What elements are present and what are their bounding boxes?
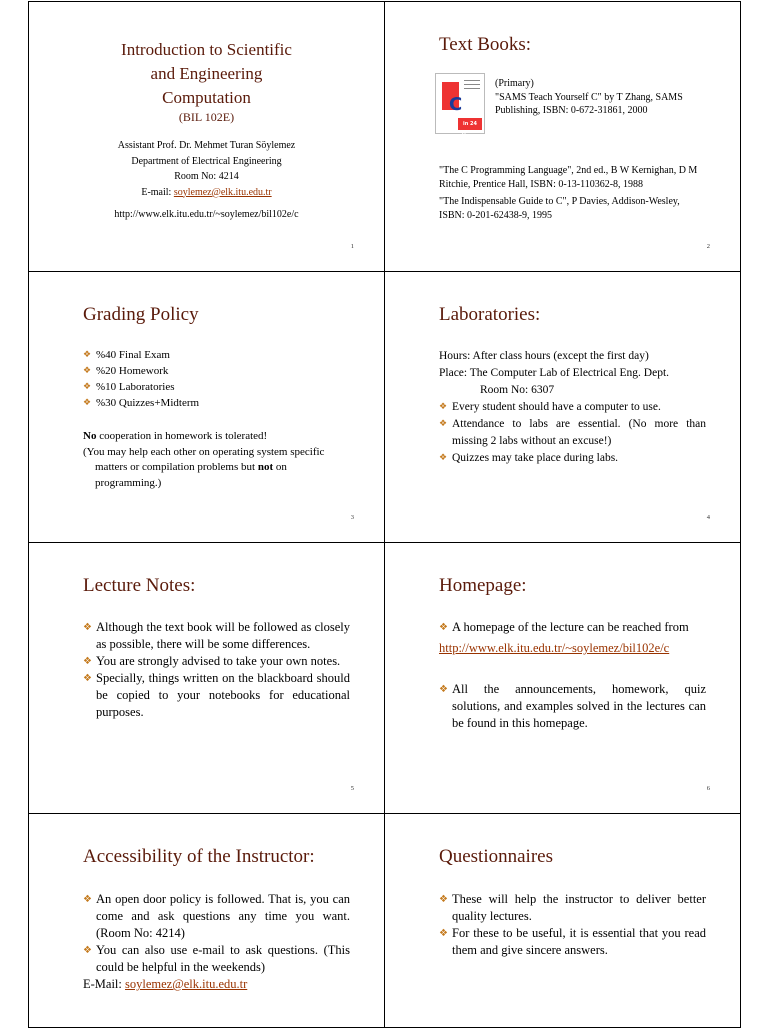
book-cover-image bbox=[435, 73, 485, 139]
book-cover-badge: in 24 Hours bbox=[458, 118, 482, 130]
diamond-bullet-icon: ❖ bbox=[439, 928, 448, 939]
slide-6 bbox=[384, 542, 741, 814]
list-item: ❖ These will help the instructor to deliver better quality lectures. bbox=[439, 892, 706, 923]
email-line: E-mail: soylemez@elk.itu.edu.tr bbox=[141, 186, 272, 198]
book-cover-letter: C bbox=[449, 94, 463, 115]
slide-2 bbox=[384, 1, 741, 272]
lab-place: Place: The Computer Lab of Electrical Eng. Dept. bbox=[439, 367, 670, 379]
homepage-list bbox=[439, 619, 706, 636]
slide-title: Questionnaires bbox=[439, 846, 553, 867]
primary-book: (Primary) "SAMS Teach Yourself C" by T Zhang, SAMS Publishing, ISBN: 0-672-31861, 2000 bbox=[495, 78, 683, 116]
page-number: 3 bbox=[350, 514, 354, 521]
list-item: ❖ You are strongly advised to take your own notes. bbox=[83, 654, 341, 668]
diamond-bullet-icon: ❖ bbox=[83, 945, 92, 956]
cooperation-note: No cooperation in homework is tolerated! (You may help each other on operating system specific matters or compilation problems but not on programming.) bbox=[83, 430, 325, 489]
list-item: ❖ Quizzes may take place during labs. bbox=[439, 450, 706, 467]
page-number: 2 bbox=[706, 243, 710, 250]
slide-title: Laboratories: bbox=[439, 304, 541, 325]
book-3: "The Indispensable Guide to C", P Davies, Addison-Wesley, ISBN: 0-201-62438-9, 1995 bbox=[439, 196, 680, 221]
email-line: E-Mail: soylemez@elk.itu.edu.tr bbox=[83, 977, 248, 991]
accessibility-list bbox=[83, 891, 350, 976]
list-item: ❖ Although the text book will be followed as closely as possible, there will be some differences. bbox=[83, 620, 350, 651]
list-item: ❖ %40 Final Exam bbox=[83, 349, 170, 361]
slide-title: Accessibility of the Instructor: bbox=[83, 846, 315, 867]
slide-title: Homepage: bbox=[439, 575, 527, 596]
email-link[interactable]: soylemez@elk.itu.edu.tr bbox=[125, 977, 248, 991]
slide-title: Lecture Notes: bbox=[83, 575, 196, 596]
diamond-bullet-icon: ❖ bbox=[83, 382, 92, 392]
list-item: ❖ A homepage of the lecture can be reached from bbox=[439, 620, 689, 634]
diamond-bullet-icon: ❖ bbox=[439, 622, 448, 633]
list-item: ❖ All the announcements, homework, quiz solutions, and examples solved in the lectures can be found in this homepage. bbox=[439, 682, 706, 730]
list-item: ❖ An open door policy is followed. That is, you can come and ask questions any time you want. (Room No: 4214) bbox=[83, 892, 350, 940]
diamond-bullet-icon: ❖ bbox=[439, 453, 448, 463]
diamond-bullet-icon: ❖ bbox=[83, 350, 92, 360]
slide-1 bbox=[28, 1, 385, 272]
instructor-name: Assistant Prof. Dr. Mehmet Turan Söylemez bbox=[117, 140, 296, 151]
room: Room No: 4214 bbox=[174, 171, 239, 182]
list-item: ❖ %20 Homework bbox=[83, 365, 169, 377]
diamond-bullet-icon: ❖ bbox=[439, 419, 448, 429]
diamond-bullet-icon: ❖ bbox=[439, 402, 448, 412]
diamond-bullet-icon: ❖ bbox=[83, 398, 92, 408]
course-url: http://www.elk.itu.edu.tr/~soylemez/bil102e/c bbox=[114, 209, 299, 220]
diamond-bullet-icon: ❖ bbox=[439, 684, 448, 695]
slide-5 bbox=[28, 542, 385, 814]
slide-title: Text Books: bbox=[439, 34, 532, 55]
slide-title: Introduction to Scientific and Engineering Computation (BIL 102E) bbox=[29, 38, 384, 125]
page-number: 1 bbox=[350, 243, 354, 250]
list-item: ❖ %10 Laboratories bbox=[83, 381, 175, 393]
diamond-bullet-icon: ❖ bbox=[83, 656, 92, 667]
slide-4 bbox=[384, 271, 741, 543]
book-2: "The C Programming Language", 2nd ed., B W Kernighan, D M Ritchie, Prentice Hall, ISBN: 0-13-110362-8, 1988 bbox=[439, 165, 698, 190]
list-item: ❖ Attendance to labs are essential. (No more than missing 2 labs without an excuse!) bbox=[439, 418, 706, 447]
page-number: 6 bbox=[706, 785, 710, 792]
list-item: ❖ Every student should have a computer to use. bbox=[439, 399, 706, 416]
homepage-link[interactable]: http://www.elk.itu.edu.tr/~soylemez/bil102e/c bbox=[439, 641, 670, 655]
diamond-bullet-icon: ❖ bbox=[83, 622, 92, 633]
slide-8 bbox=[384, 813, 741, 1028]
slide-3 bbox=[28, 271, 385, 543]
diamond-bullet-icon: ❖ bbox=[83, 366, 92, 376]
list-item: ❖ Specially, things written on the blackboard should be copied to your notebooks for educational purposes. bbox=[83, 671, 350, 719]
department: Department of Electrical Engineering bbox=[131, 155, 282, 167]
diamond-bullet-icon: ❖ bbox=[83, 894, 92, 905]
lab-rules-list bbox=[439, 399, 706, 467]
page-number: 4 bbox=[706, 514, 710, 521]
list-item: ❖ You can also use e-mail to ask questions. (This could be helpful in the weekends) bbox=[83, 943, 350, 974]
diamond-bullet-icon: ❖ bbox=[83, 673, 92, 684]
list-item: ❖ %30 Quizzes+Midterm bbox=[83, 397, 200, 409]
grading-list bbox=[83, 347, 350, 411]
slide-7 bbox=[28, 813, 385, 1028]
diamond-bullet-icon: ❖ bbox=[439, 894, 448, 905]
questionnaires-list bbox=[439, 891, 706, 959]
instructor-info bbox=[29, 138, 384, 223]
slide-title: Grading Policy bbox=[83, 304, 199, 325]
lab-hours: Hours: After class hours (except the first day) bbox=[439, 350, 649, 362]
email-link[interactable]: soylemez@elk.itu.edu.tr bbox=[173, 186, 272, 198]
lab-room: Room No: 6307 bbox=[480, 384, 555, 396]
page-number: 5 bbox=[350, 785, 354, 792]
course-code: (BIL 102E) bbox=[178, 110, 235, 124]
lecture-notes-list bbox=[83, 619, 350, 721]
list-item: ❖ For these to be useful, it is essential that you read them and give sincere answers. bbox=[439, 926, 706, 957]
